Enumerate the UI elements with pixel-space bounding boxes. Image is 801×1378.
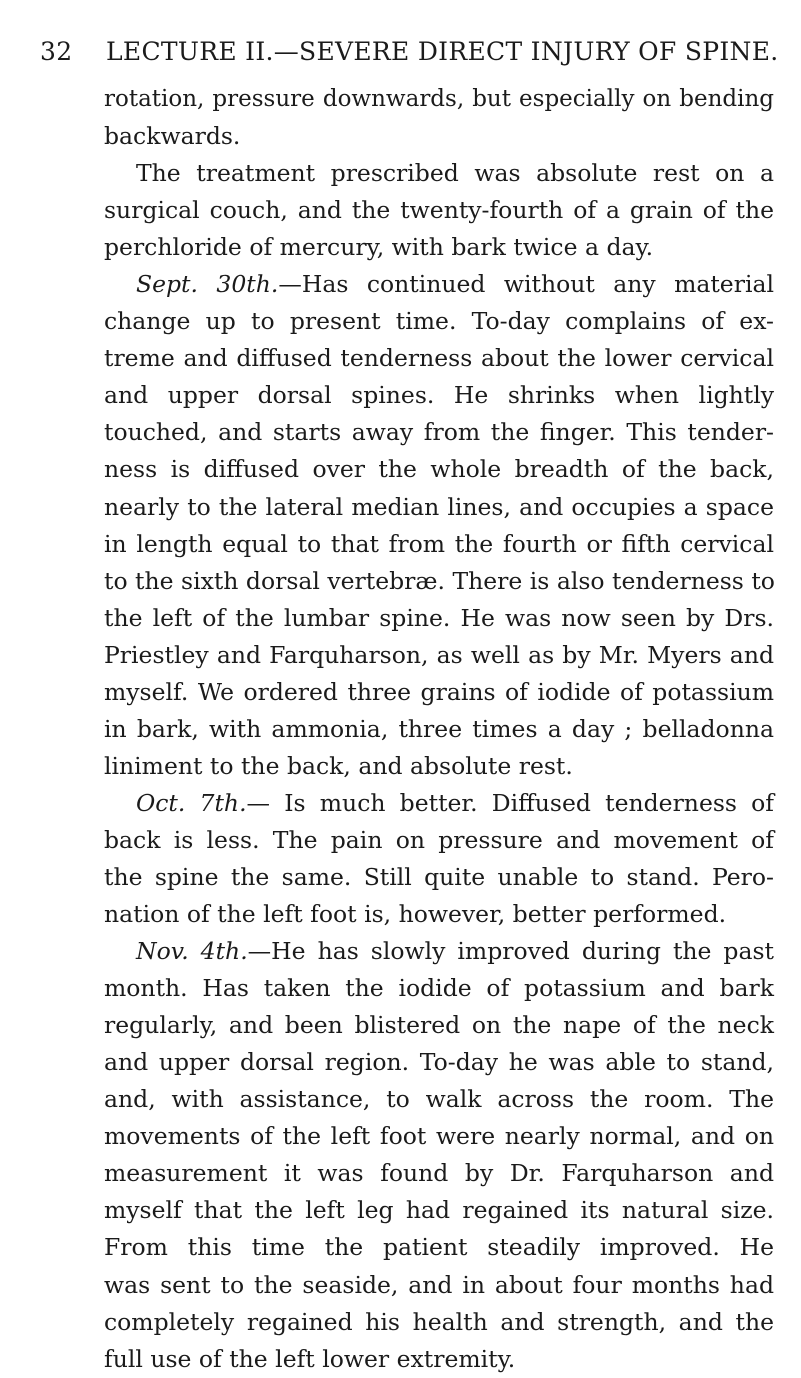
line-text: the spine the same. Still quite unable to stand. Pero- — [104, 862, 774, 891]
line-text: —He has slowly improved during the past — [247, 937, 774, 966]
page-header — [40, 36, 779, 68]
line-text: the left of the lumbar spine. He was now seen by Drs. — [104, 603, 774, 632]
text-line — [104, 1229, 774, 1266]
text-line — [104, 933, 774, 970]
text-line — [104, 451, 774, 488]
running-title: LECTURE II.—SEVERE DIRECT INJURY OF SPINE. — [106, 37, 779, 66]
text-line — [104, 563, 774, 600]
line-text: nearly to the lateral median lines, and occupies a space — [104, 492, 774, 521]
text-line — [104, 1118, 774, 1155]
line-text: treme and diffused tenderness about the lower cervical — [104, 344, 774, 373]
text-line — [104, 748, 774, 785]
text-line — [104, 970, 774, 1007]
line-text: back is less. The pain on pressure and movement of — [104, 825, 774, 854]
text-line — [104, 1081, 774, 1118]
page-number: 32 — [40, 37, 73, 66]
text-line — [104, 229, 774, 266]
text-line — [104, 414, 774, 451]
line-text: change up to present time. To-day complains of ex- — [104, 307, 774, 336]
entry-date: Nov. 4th. — [136, 937, 248, 966]
line-text: in bark, with ammonia, three times a day ; belladonna — [104, 714, 774, 743]
text-line — [104, 859, 774, 896]
text-line — [104, 118, 774, 155]
text-line — [104, 266, 774, 303]
text-line — [104, 1155, 774, 1192]
line-text: Priestley and Farquharson, as well as by Mr. Myers and — [104, 640, 774, 669]
text-line — [104, 637, 774, 674]
line-text: regularly, and been blistered on the nape of the neck — [104, 1011, 774, 1040]
line-text: nation of the left foot is, however, better performed. — [104, 900, 727, 929]
line-text: backwards. — [104, 122, 241, 151]
text-line — [104, 1192, 774, 1229]
text-line — [104, 1304, 774, 1341]
text-line — [104, 303, 774, 340]
line-text: —Has continued without any material — [278, 270, 774, 299]
line-text: From this time the patient steadily improved. He — [104, 1233, 774, 1262]
text-line — [104, 340, 774, 377]
line-text: and upper dorsal region. To-day he was able to stand, — [104, 1048, 774, 1077]
text-line — [104, 377, 774, 414]
text-line — [104, 1341, 774, 1378]
entry-date: Sept. 30th. — [136, 270, 279, 299]
line-text: to the sixth dorsal vertebræ. There is also tenderness to — [104, 566, 775, 595]
line-text: in length equal to that from the fourth or fifth cervical — [104, 529, 774, 558]
line-text: rotation, pressure downwards, but especially on bending — [104, 86, 774, 112]
text-line — [104, 674, 774, 711]
line-text: surgical couch, and the twenty-fourth of a grain of the — [104, 196, 774, 225]
text-line — [104, 81, 774, 118]
text-line — [104, 1044, 774, 1081]
line-text: liniment to the back, and absolute rest. — [104, 751, 573, 780]
entry-date: Oct. 7th. — [136, 788, 247, 817]
text-line — [104, 526, 774, 563]
text-line — [104, 822, 774, 859]
line-text: The treatment prescribed was absolute rest on a — [136, 159, 774, 188]
text-line — [104, 711, 774, 748]
text-line — [104, 1267, 774, 1304]
line-text: perchloride of mercury, with bark twice a day. — [104, 233, 654, 262]
text-line — [104, 600, 774, 637]
line-text: and upper dorsal spines. He shrinks when lightly — [104, 381, 774, 410]
line-text: — Is much better. Diffused tenderness of — [246, 788, 775, 817]
text-line — [104, 192, 774, 229]
line-text: and, with assistance, to walk across the room. The — [104, 1085, 774, 1114]
line-text: full use of the left lower extremity. — [104, 1344, 516, 1373]
line-text: was sent to the seaside, and in about four months had — [104, 1270, 774, 1299]
text-line — [104, 785, 774, 822]
line-text: completely regained his health and strength, and the — [104, 1307, 774, 1336]
body-text — [104, 81, 774, 1378]
text-line — [104, 1007, 774, 1044]
line-text: month. Has taken the iodide of potassium and bark — [104, 974, 774, 1003]
text-line — [104, 489, 774, 526]
line-text: myself. We ordered three grains of iodide of potassium — [104, 677, 774, 706]
text-line — [104, 896, 774, 933]
line-text: movements of the left foot were nearly normal, and on — [104, 1122, 774, 1151]
line-text: myself that the left leg had regained its natural size. — [104, 1196, 774, 1225]
line-text: measurement it was found by Dr. Farquharson and — [104, 1159, 774, 1188]
line-text: ness is diffused over the whole breadth of the back, — [104, 455, 774, 484]
text-line — [104, 155, 774, 192]
line-text: touched, and starts away from the finger. This tender- — [104, 418, 774, 447]
